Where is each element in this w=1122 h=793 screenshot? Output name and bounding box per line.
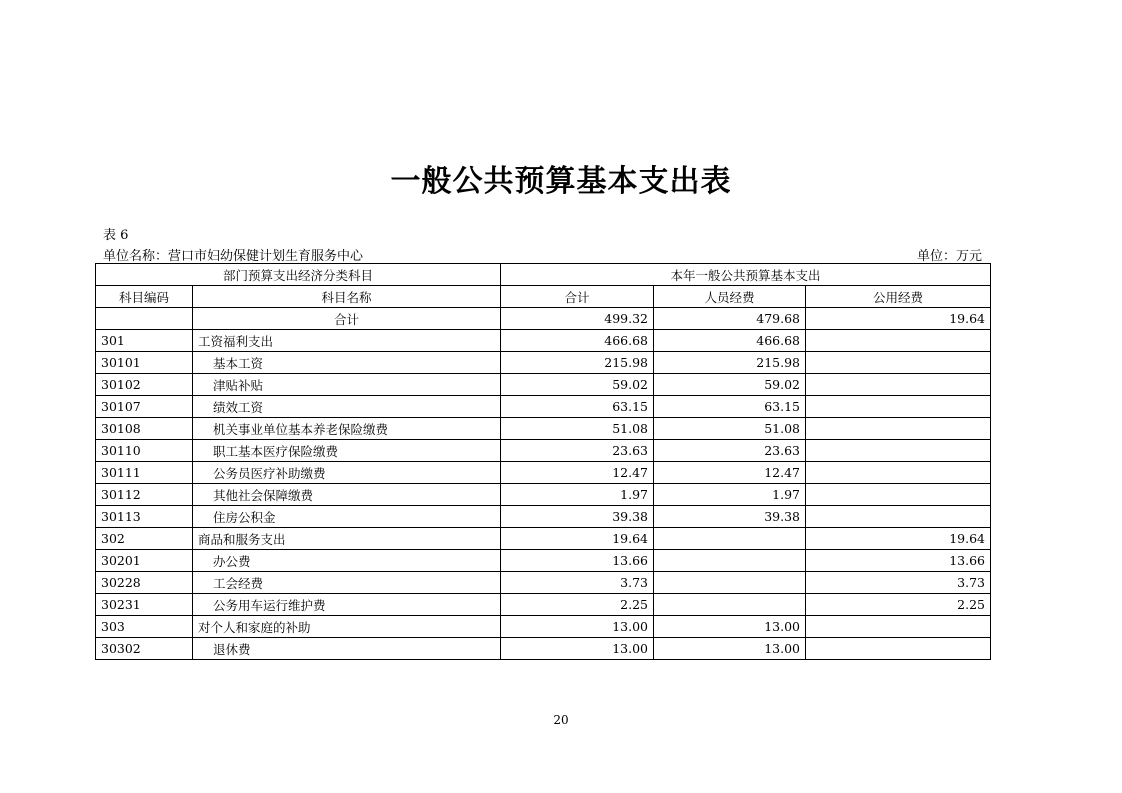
name-cell: 绩效工资 (193, 396, 501, 418)
table-row (96, 396, 991, 418)
table-row (96, 374, 991, 396)
table-row (96, 330, 991, 352)
personnel-cell (654, 594, 806, 616)
personnel-cell (654, 550, 806, 572)
table-row (96, 572, 991, 594)
name-cell: 退休费 (193, 638, 501, 660)
public-cell (806, 616, 991, 638)
total-code-cell (96, 308, 193, 330)
name-cell: 工资福利支出 (193, 330, 501, 352)
code-cell: 30108 (96, 418, 193, 440)
code-cell: 30107 (96, 396, 193, 418)
column-header: 公用经费 (806, 286, 991, 308)
code-cell: 301 (96, 330, 193, 352)
public-cell: 2.25 (806, 594, 991, 616)
name-cell: 办公费 (193, 550, 501, 572)
code-cell: 30231 (96, 594, 193, 616)
total-cell: 466.68 (501, 330, 654, 352)
personnel-cell (654, 572, 806, 594)
table-row (96, 440, 991, 462)
personnel-cell: 466.68 (654, 330, 806, 352)
total-row (96, 308, 991, 330)
total-cell: 1.97 (501, 484, 654, 506)
total-cell: 51.08 (501, 418, 654, 440)
total-cell: 13.00 (501, 616, 654, 638)
code-cell: 30201 (96, 550, 193, 572)
name-cell: 津贴补贴 (193, 374, 501, 396)
total-cell: 2.25 (501, 594, 654, 616)
personnel-cell: 59.02 (654, 374, 806, 396)
group-header-right: 本年一般公共预算基本支出 (501, 264, 991, 286)
group-header-left: 部门预算支出经济分类科目 (96, 264, 501, 286)
code-cell: 30113 (96, 506, 193, 528)
public-cell: 3.73 (806, 572, 991, 594)
column-header: 科目编码 (96, 286, 193, 308)
table-row (96, 550, 991, 572)
code-cell: 30228 (96, 572, 193, 594)
total-cell: 215.98 (501, 352, 654, 374)
name-cell: 工会经费 (193, 572, 501, 594)
personnel-cell: 63.15 (654, 396, 806, 418)
name-cell: 机关事业单位基本养老保险缴费 (193, 418, 501, 440)
code-cell: 302 (96, 528, 193, 550)
public-cell: 19.64 (806, 528, 991, 550)
table-row (96, 484, 991, 506)
column-header: 科目名称 (193, 286, 501, 308)
personnel-cell: 12.47 (654, 462, 806, 484)
name-cell: 住房公积金 (193, 506, 501, 528)
table-row (96, 506, 991, 528)
public-cell (806, 396, 991, 418)
total-personnel-cell: 479.68 (654, 308, 806, 330)
personnel-cell (654, 528, 806, 550)
name-cell: 公务用车运行维护费 (193, 594, 501, 616)
public-cell (806, 418, 991, 440)
total-sum-cell: 499.32 (501, 308, 654, 330)
total-cell: 63.15 (501, 396, 654, 418)
code-cell: 30102 (96, 374, 193, 396)
public-cell (806, 330, 991, 352)
personnel-cell: 51.08 (654, 418, 806, 440)
total-cell: 13.66 (501, 550, 654, 572)
unit-name: 单位名称：营口市妇幼保健计划生育服务中心 (103, 249, 364, 264)
personnel-cell: 39.38 (654, 506, 806, 528)
personnel-cell: 1.97 (654, 484, 806, 506)
total-cell: 19.64 (501, 528, 654, 550)
personnel-cell: 13.00 (654, 616, 806, 638)
page-title: 一般公共预算基本支出表 (390, 164, 732, 199)
name-cell: 其他社会保障缴费 (193, 484, 501, 506)
table-row (96, 528, 991, 550)
total-cell: 59.02 (501, 374, 654, 396)
public-cell (806, 462, 991, 484)
table-row (96, 352, 991, 374)
public-cell (806, 440, 991, 462)
personnel-cell: 215.98 (654, 352, 806, 374)
code-cell: 303 (96, 616, 193, 638)
public-cell: 13.66 (806, 550, 991, 572)
name-cell: 商品和服务支出 (193, 528, 501, 550)
name-cell: 对个人和家庭的补助 (193, 616, 501, 638)
total-cell: 23.63 (501, 440, 654, 462)
name-cell: 基本工资 (193, 352, 501, 374)
budget-table (95, 263, 991, 660)
table-row (96, 638, 991, 660)
page-number: 20 (553, 713, 569, 727)
table-row (96, 418, 991, 440)
code-cell: 30101 (96, 352, 193, 374)
code-cell: 30110 (96, 440, 193, 462)
personnel-cell: 13.00 (654, 638, 806, 660)
total-name-cell: 合计 (193, 308, 501, 330)
total-cell: 39.38 (501, 506, 654, 528)
public-cell (806, 374, 991, 396)
unit-label: 单位：万元 (916, 249, 982, 264)
code-cell: 30112 (96, 484, 193, 506)
code-cell: 30302 (96, 638, 193, 660)
table-row (96, 462, 991, 484)
name-cell: 职工基本医疗保险缴费 (193, 440, 501, 462)
public-cell (806, 506, 991, 528)
total-cell: 12.47 (501, 462, 654, 484)
total-public-cell: 19.64 (806, 308, 991, 330)
public-cell (806, 352, 991, 374)
table-number: 表 6 (103, 228, 129, 243)
public-cell (806, 638, 991, 660)
total-cell: 13.00 (501, 638, 654, 660)
group-header-row (96, 264, 991, 286)
table-row (96, 616, 991, 638)
column-header-row (96, 286, 991, 308)
total-cell: 3.73 (501, 572, 654, 594)
column-header: 人员经费 (654, 286, 806, 308)
column-header: 合计 (501, 286, 654, 308)
public-cell (806, 484, 991, 506)
code-cell: 30111 (96, 462, 193, 484)
table-row (96, 594, 991, 616)
name-cell: 公务员医疗补助缴费 (193, 462, 501, 484)
personnel-cell: 23.63 (654, 440, 806, 462)
